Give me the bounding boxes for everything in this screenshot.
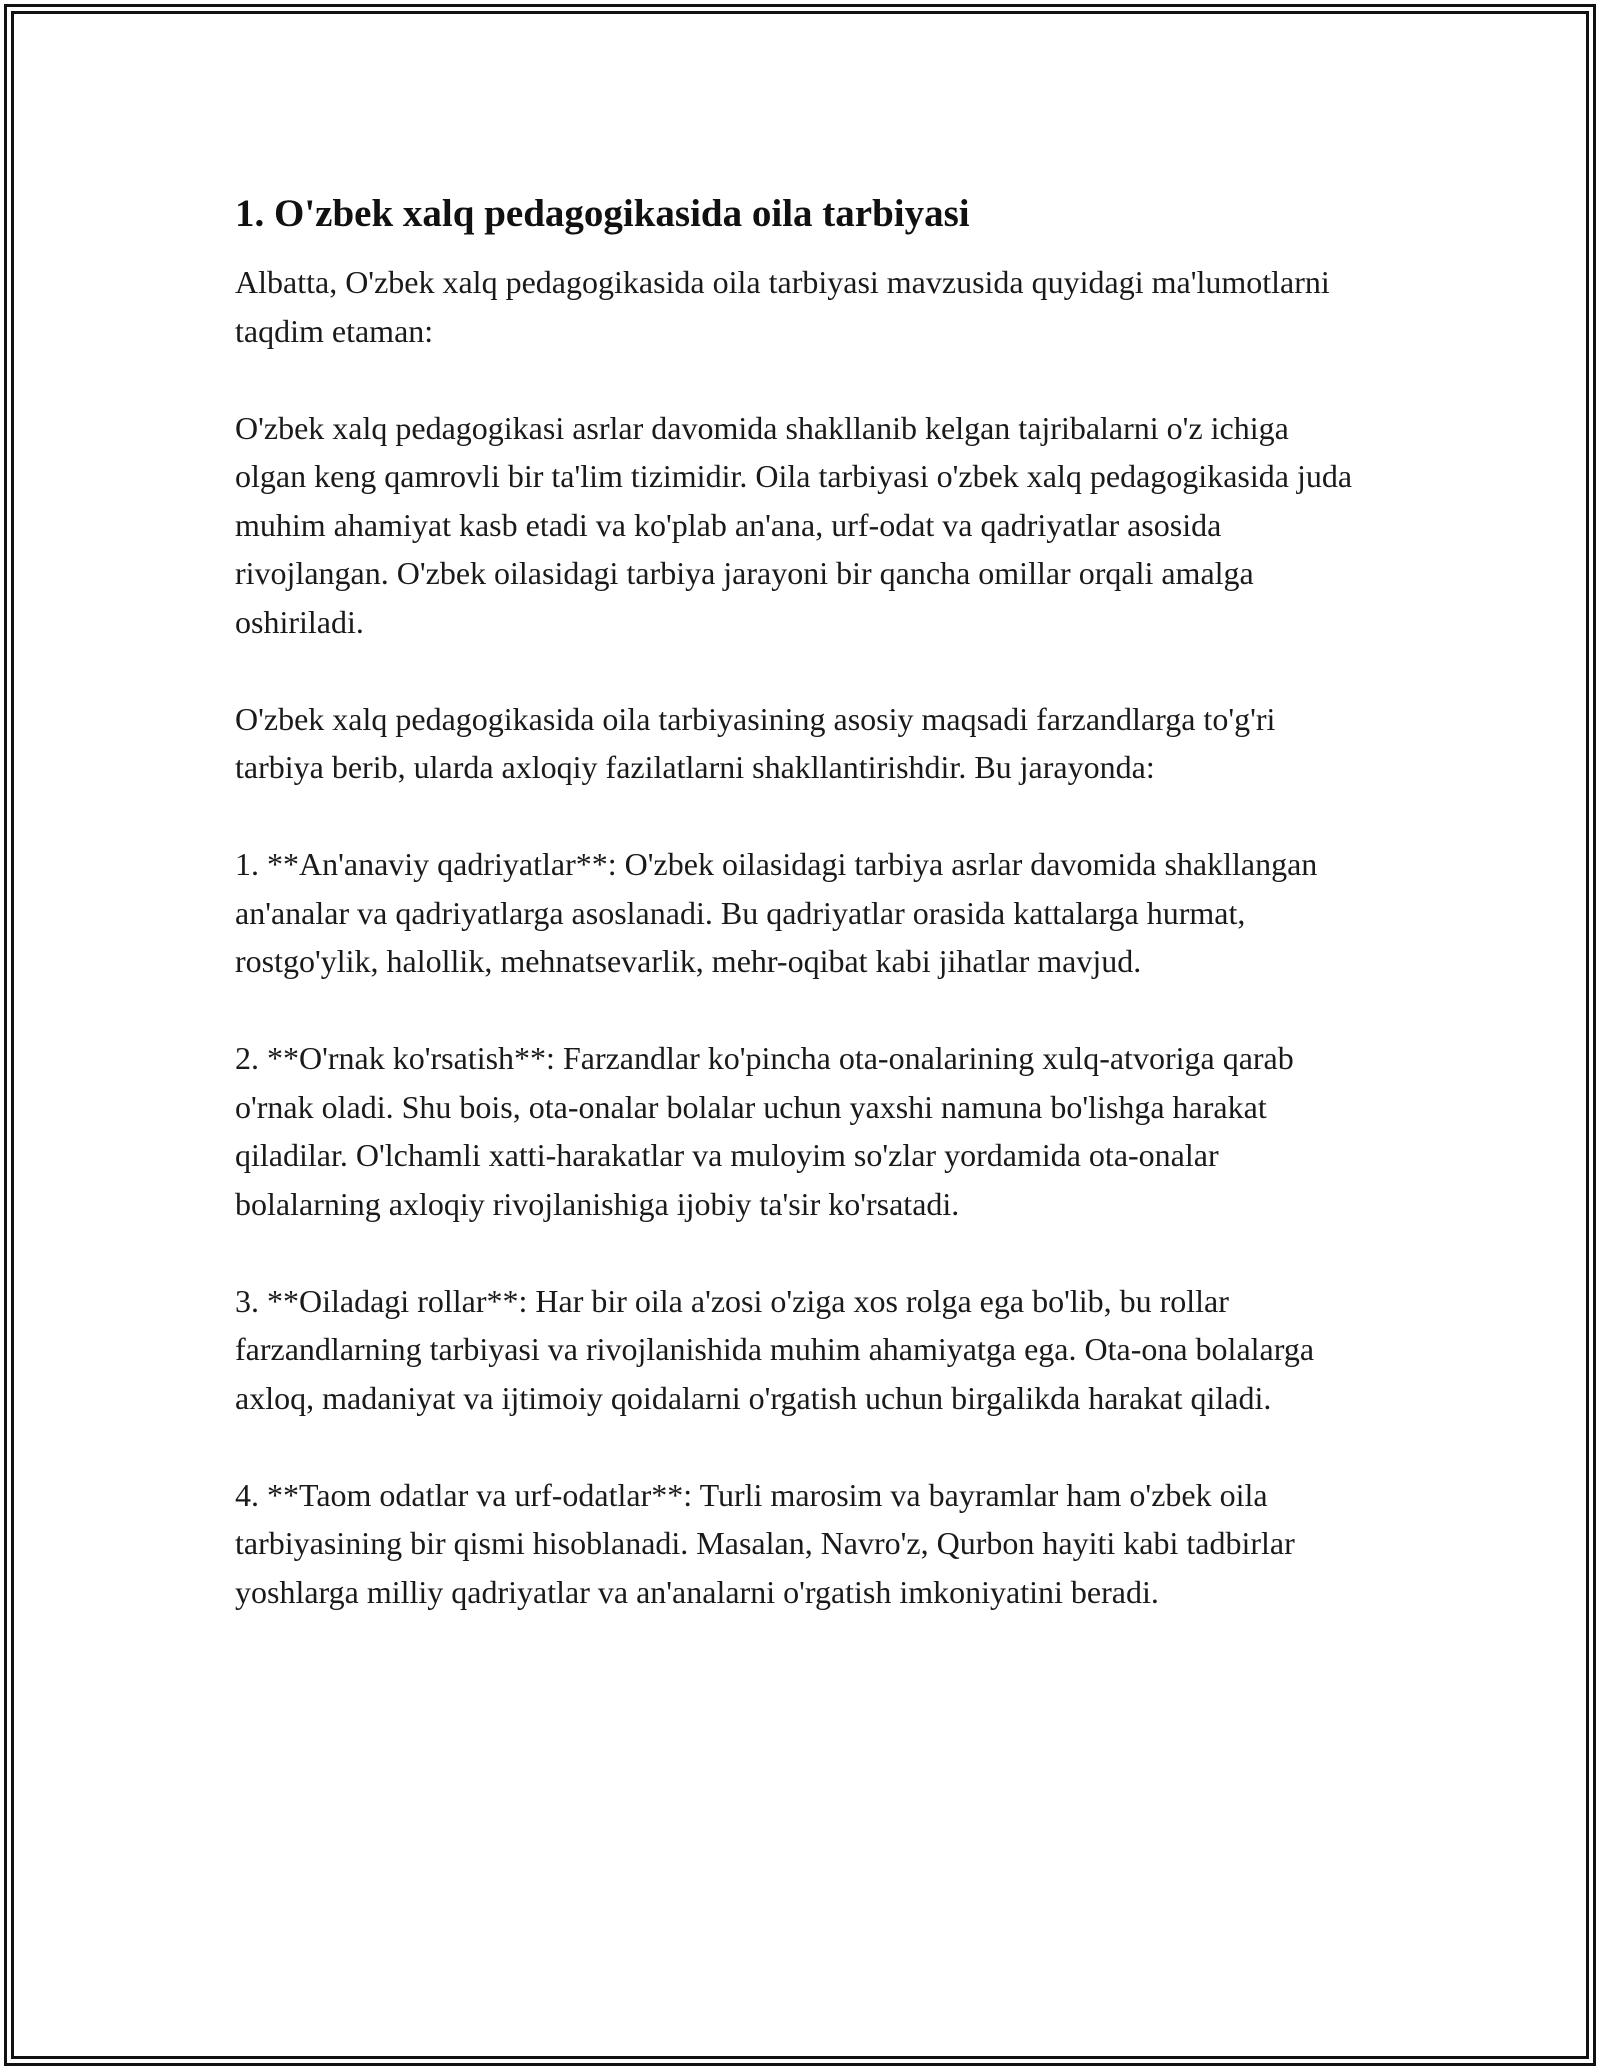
document-title: 1. O'zbek xalq pedagogikasida oila tarbiyasi [235, 192, 970, 235]
overview-paragraph: O'zbek xalq pedagogikasi asrlar davomida shakllanib kelgan tajribalarni o'z ichiga olgan keng qamrovli bir ta'lim tizimidir. Oila tarbiyasi o'zbek xalq pedagogikasida juda muhim ahamiyat kasb etadi va ko'plab an'ana, urf-odat va qadriyatlar asosida rivojlangan. O'zbek oilasidagi tarbiya jarayoni bir qancha omillar orqali amalga oshiriladi. [235, 409, 1353, 640]
list-item-traditional-values: 1. **An'anaviy qadriyatlar**: O'zbek oilasidagi tarbiya asrlar davomida shakllangan an'analar va qadriyatlarga asoslanadi. Bu qadriyatlar orasida kattalarga hurmat, rostgo'ylik, halollik, mehnatsevarlik, mehr-oqibat kabi jihatlar mavjud. [235, 846, 1318, 979]
list-item-role-model: 2. **O'rnak ko'rsatish**: Farzandlar ko'pincha ota-onalarining xulq-atvoriga qarab o'rnak oladi. Shu bois, ota-onalar bolalar uchun yaxshi namuna bo'lishga harakat qiladilar. O'lchamli xatti-harakatlar va muloyim so'zlar yordamida ota-onalar bolalarning axloqiy rivojlanishiga ijobiy ta'sir ko'rsatadi. [235, 1040, 1294, 1222]
list-item-family-roles: 3. **Oiladagi rollar**: Har bir oila a'zosi o'ziga xos rolga ega bo'lib, bu rollar farzandlarning tarbiyasi va rivojlanishida muhim ahamiyatga ega. Ota-ona bolalarga axloq, madaniyat va ijtimoiy qoidalarni o'rgatish uchun birgalikda harakat qiladi. [235, 1282, 1315, 1416]
intro-paragraph: Albatta, O'zbek xalq pedagogikasida oila tarbiyasi mavzusida quyidagi ma'lumotlarni taqdim etaman: [235, 264, 1330, 349]
goal-paragraph: O'zbek xalq pedagogikasida oila tarbiyasining asosiy maqsadi farzandlarga to'g'ri tarbiya berib, ularda axloqiy fazilatlarni shakllantirishdir. Bu jarayonda: [235, 700, 1276, 785]
document-body [235, 186, 1365, 1665]
list-item-customs: 4. **Taom odatlar va urf-odatlar**: Turli marosim va bayramlar ham o'zbek oila tarbiyasining bir qismi hisoblanadi. Masalan, Navro'z, Qurbon hayiti kabi tadbirlar yoshlarga milliy qadriyatlar va an'analarni o'rgatish imkoniyatini beradi. [235, 1476, 1295, 1610]
